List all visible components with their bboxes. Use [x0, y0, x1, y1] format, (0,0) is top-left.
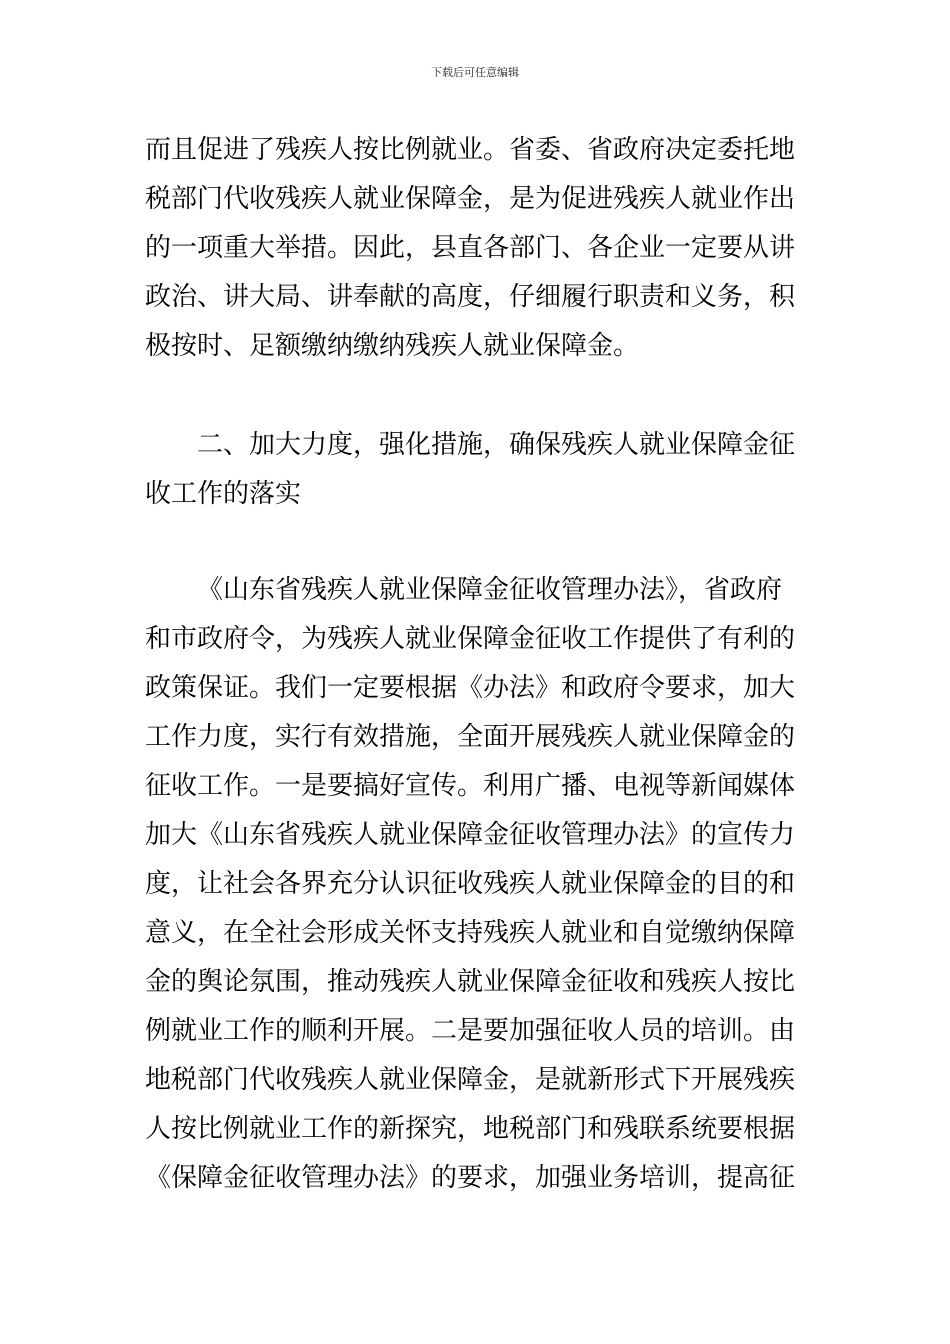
paragraph-line: 意义，在全社会形成关怀支持残疾人就业和自觉缴纳保障 — [145, 918, 796, 948]
paragraph-line: 工作力度，实行有效措施，全面开展残疾人就业保障金的 — [145, 722, 796, 752]
paragraph-line: 的一项重大举措。因此，县直各部门、各企业一定要从讲 — [145, 233, 796, 263]
section-heading-2 — [145, 421, 807, 519]
paragraph-line: 而且促进了残疾人按比例就业。省委、省政府决定委托地 — [145, 135, 796, 165]
paragraph-1 — [145, 126, 807, 371]
document-body — [145, 126, 807, 1203]
heading-line: 收工作的落实 — [145, 479, 302, 509]
paragraph-gap — [145, 519, 807, 566]
paragraph-line: 地税部门代收残疾人就业保障金，是就新形式下开展残疾 — [145, 1065, 796, 1095]
paragraph-line: 征收工作。一是要搞好宣传。利用广播、电视等新闻媒体 — [145, 771, 796, 801]
header-note: 下载后可任意编辑 — [431, 66, 519, 79]
paragraph-gap — [145, 371, 807, 421]
paragraph-line: 和市政府令，为残疾人就业保障金征收工作提供了有利的 — [145, 624, 796, 654]
paragraph-line: 政治、讲大局、讲奉献的高度，仔细履行职责和义务，积 — [145, 282, 796, 312]
paragraph-line: 金的舆论氛围，推动残疾人就业保障金征收和残疾人按比 — [145, 967, 796, 997]
paragraph-line: 《保障金征收管理办法》的要求，加强业务培训，提高征 — [145, 1163, 796, 1193]
paragraph-line: 《山东省残疾人就业保障金征收管理办法》，省政府 — [197, 575, 783, 605]
paragraph-line: 极按时、足额缴纳缴纳残疾人就业保障金。 — [145, 331, 640, 361]
paragraph-line: 度，让社会各界充分认识征收残疾人就业保障金的目的和 — [145, 869, 796, 899]
paragraph-line: 人按比例就业工作的新探究，地税部门和残联系统要根据 — [145, 1114, 796, 1144]
paragraph-line: 政策保证。我们一定要根据《办法》和政府令要求，加大 — [145, 673, 796, 703]
paragraph-2 — [145, 566, 807, 1203]
heading-line: 二、加大力度，强化措施，确保残疾人就业保障金征 — [197, 430, 796, 460]
paragraph-line: 例就业工作的顺利开展。二是要加强征收人员的培训。由 — [145, 1016, 796, 1046]
paragraph-line: 加大《山东省残疾人就业保障金征收管理办法》的宣传力 — [145, 820, 796, 850]
paragraph-line: 税部门代收残疾人就业保障金，是为促进残疾人就业作出 — [145, 184, 796, 214]
